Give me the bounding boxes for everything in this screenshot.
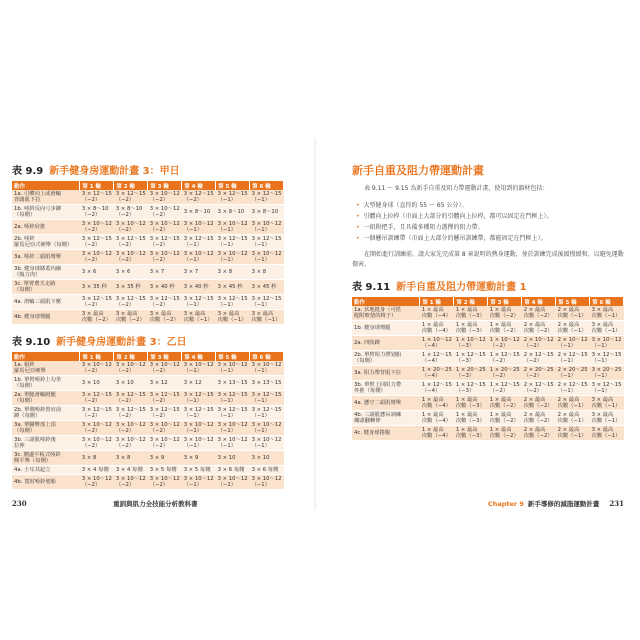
equipment-item bbox=[356, 222, 624, 233]
round-prescription: 3 × 12～15 （−1） bbox=[183, 407, 214, 419]
exercise-name: 3a. 啞鈴二頭肌彎舉 bbox=[12, 250, 80, 265]
round-prescription: 3 × 最高 次數（−1） bbox=[250, 310, 284, 325]
round-prescription: 3 × 12～15 （−1） bbox=[183, 296, 214, 308]
round-prescription: 3 × 8～10 bbox=[250, 205, 284, 220]
round-prescription: 3 × 12～15 （−2） bbox=[115, 407, 146, 419]
equipment-text: 引體向上拉桿（市面上大部分的引體向上拉桿，都可以固定在門框上）。 bbox=[363, 213, 553, 220]
round-prescription: 3 × 8 bbox=[250, 265, 284, 280]
round-prescription: 3 × 最高 次數（−1） bbox=[216, 310, 250, 325]
round-prescription: 3 × 12～15 （−2） bbox=[149, 296, 180, 308]
round-prescription: 3 × 12～15 （−2） bbox=[115, 392, 146, 404]
page-number: 230 bbox=[12, 499, 27, 508]
table-row bbox=[12, 235, 284, 250]
intro-paragraph: 表 9.11 ～ 9.15 為新手自重及阻力帶運動計畫，使用到的器材包括： bbox=[364, 185, 549, 192]
round-prescription: 3 × 12～15 （−1） bbox=[251, 296, 282, 308]
round-prescription: 3 × 4 每側 bbox=[114, 466, 148, 475]
table-row bbox=[352, 321, 624, 336]
bullet-icon: • bbox=[356, 202, 360, 209]
round-prescription: 2 × 最高 次數（−1） bbox=[556, 396, 590, 411]
equipment-text: 一個懸吊訓練帶（市面上大部分的懸吊訓練帶，都能固定在門框上）。 bbox=[363, 235, 547, 242]
round-prescription: 3 × 12～15 （−1） bbox=[217, 296, 248, 308]
table-row bbox=[352, 351, 624, 366]
round-prescription: 1 × 最高 次數（−4） bbox=[420, 306, 454, 321]
round-prescription: 3 × 10～12 （−1） bbox=[251, 422, 282, 434]
round-prescription: 3 × 10～12 （−1） bbox=[251, 221, 282, 233]
exercise-name: 4a. 滑輪三頭肌下壓 bbox=[12, 295, 80, 310]
left-page bbox=[12, 138, 284, 510]
table-row bbox=[352, 336, 624, 351]
exercise-name: 1a. 引體向上或滑輪 背闊肌下拉 bbox=[12, 190, 80, 205]
round-prescription: 3 × 12～15 （−2） bbox=[183, 191, 214, 203]
round-prescription: 2 × 最高 次數（−2） bbox=[522, 411, 556, 426]
round-prescription: 3 × 10～12 （−2） bbox=[149, 476, 180, 488]
round-prescription: 1 × 10～12 （−3） bbox=[455, 337, 486, 349]
table-row bbox=[12, 451, 284, 466]
column-header-round: 第 1 輪 bbox=[420, 297, 454, 306]
column-header-round: 第 4 輪 bbox=[182, 352, 216, 361]
round-prescription: 3 × 9 bbox=[148, 451, 182, 466]
table-row bbox=[12, 436, 284, 451]
round-prescription: 3 × 40 秒 bbox=[182, 280, 216, 295]
exercise-name: 2b. 單側啞鈴置肩前 蹲（每側） bbox=[12, 406, 80, 421]
round-prescription: 3 × 12～15 （−1） bbox=[217, 191, 248, 203]
round-prescription: 3 × 8～10 （−2） bbox=[114, 205, 148, 220]
exercise-name: 4b. 寬肘啞鈴划船 bbox=[12, 475, 80, 490]
right-page bbox=[352, 138, 624, 510]
round-prescription: 1 × 12～15 （−3） bbox=[455, 352, 486, 364]
round-prescription: 3 × 10～12 （−1） bbox=[251, 251, 282, 263]
warmup-paragraph: 在開始進行訓練前，請大家先完成第 8 章說明的熱身運動，並於訓練完成後緩慢緩和，以避免運動傷害。 bbox=[352, 251, 624, 268]
round-prescription: 3 × 10～12 （−2） bbox=[149, 422, 180, 434]
round-prescription: 3 × 10～12 （−1） bbox=[217, 251, 248, 263]
round-prescription: 3 × 10～12 （−2） bbox=[81, 251, 112, 263]
column-header-round: 第 5 輪 bbox=[216, 181, 250, 190]
exercise-name: 1b. 啞鈴反向弓步蹲 （每側） bbox=[12, 205, 80, 220]
table-row bbox=[352, 381, 624, 396]
table-row bbox=[12, 280, 284, 295]
round-prescription: 3 × 10～12 （−1） bbox=[183, 221, 214, 233]
round-prescription: 3 × 10～12 （−1） bbox=[251, 362, 282, 374]
column-header-round: 第 4 輪 bbox=[522, 297, 556, 306]
round-prescription: 3 × 10～12 （−1） bbox=[591, 337, 622, 349]
round-prescription: 1 × 12～15 （−3） bbox=[455, 382, 486, 394]
round-prescription: 1 × 最高 次數（−2） bbox=[488, 306, 522, 321]
right-footer bbox=[352, 499, 624, 508]
round-prescription: 1 × 最高 次數（−3） bbox=[454, 321, 488, 336]
round-prescription: 3 × 10～12 （−1） bbox=[217, 362, 248, 374]
round-prescription: 3 × 12～15 （−1） bbox=[251, 191, 282, 203]
round-prescription: 1 × 最高 次數（−4） bbox=[420, 426, 454, 441]
round-prescription: 3 × 12～15 （−1） bbox=[251, 392, 282, 404]
round-prescription: 2 × 最高 次數（−2） bbox=[522, 306, 556, 321]
column-header-round: 第 2 輪 bbox=[114, 181, 148, 190]
round-prescription: 3 × 10～12 （−1） bbox=[183, 476, 214, 488]
round-prescription: 3 × 12～15 （−1） bbox=[217, 407, 248, 419]
round-prescription: 2 × 10～12 （−2） bbox=[523, 337, 554, 349]
equipment-text: 一組附把手，且具備多種阻力選擇的阻力帶。 bbox=[363, 224, 484, 231]
round-prescription: 1 × 最高 次數（−2） bbox=[488, 396, 522, 411]
round-prescription: 3 × 9 bbox=[182, 451, 216, 466]
round-prescription: 2 × 12～15 （−2） bbox=[523, 352, 554, 364]
round-prescription: 3 × 10～12 （−1） bbox=[183, 422, 214, 434]
column-header-round: 第 1 輪 bbox=[80, 181, 114, 190]
left-footer bbox=[12, 499, 284, 508]
exercise-name: 4a. 土耳其起立 bbox=[12, 466, 80, 475]
table-number: 表 9.9 bbox=[12, 166, 44, 177]
round-prescription: 3 × 10 bbox=[80, 376, 114, 391]
round-prescription: 3 × 5 每側 bbox=[182, 466, 216, 475]
round-prescription: 1 × 最高 次數（−3） bbox=[454, 411, 488, 426]
table-9-10-caption bbox=[12, 333, 284, 348]
round-prescription: 1 × 10～12 （−4） bbox=[421, 337, 452, 349]
column-header-round: 第 2 輪 bbox=[454, 297, 488, 306]
table-row bbox=[12, 391, 284, 406]
exercise-name: 2a. 單腿滑輪蹬腿 （每側） bbox=[12, 391, 80, 406]
round-prescription: 3 × 最高 次數（−1） bbox=[590, 321, 624, 336]
round-prescription: 3 × 8～10 bbox=[182, 205, 216, 220]
exercise-name: 4b. 健身球彎腿 bbox=[12, 310, 80, 325]
round-prescription: 3 × 最高 次數（−1） bbox=[590, 396, 624, 411]
exercise-name: 1b. 健身球彎腿 bbox=[352, 321, 420, 336]
round-prescription: 3 × 最高 次數（−2） bbox=[114, 310, 148, 325]
round-prescription: 3 × 12～15 （−2） bbox=[81, 392, 112, 404]
table-row bbox=[12, 475, 284, 490]
round-prescription: 3 × 6 每側 bbox=[216, 466, 250, 475]
round-prescription: 3 × 12～15 （−2） bbox=[149, 392, 180, 404]
round-prescription: 3 × 10～12 （−1） bbox=[251, 437, 282, 449]
table-row bbox=[352, 366, 624, 381]
table-title: 新手健身房運動計畫 3：甲日 bbox=[49, 166, 180, 177]
round-prescription: 3 × 12～15 （−2） bbox=[81, 407, 112, 419]
round-prescription: 1 × 最高 次數（−4） bbox=[420, 411, 454, 426]
round-prescription: 3 × 12 bbox=[148, 376, 182, 391]
column-header-round: 第 1 輪 bbox=[80, 352, 114, 361]
round-prescription: 2 × 12～15 （−1） bbox=[557, 352, 588, 364]
round-prescription: 3 × 10～12 （−2） bbox=[149, 251, 180, 263]
section-title: 新手自重及阻力帶運動計畫 bbox=[352, 164, 484, 177]
round-prescription: 3 × 10～12 （−2） bbox=[81, 437, 112, 449]
exercise-name: 2a. 四肢蹲 bbox=[352, 336, 420, 351]
round-prescription: 3 × 10～12 （−2） bbox=[115, 221, 146, 233]
round-prescription: 3 × 12～15 （−2） bbox=[81, 296, 112, 308]
book-title: 重訓與肌力全技能分析教科書 bbox=[113, 500, 198, 508]
round-prescription: 3 × 8 bbox=[216, 265, 250, 280]
table-9-9-caption bbox=[12, 162, 284, 177]
round-prescription: 3 × 10～12 （−2） bbox=[149, 437, 180, 449]
column-header-exercise: 動作 bbox=[12, 181, 80, 190]
round-prescription: 3 × 10～12 （−1） bbox=[217, 221, 248, 233]
round-prescription: 3 × 10 bbox=[216, 451, 250, 466]
round-prescription: 3 × 10～12 （−2） bbox=[81, 221, 112, 233]
round-prescription: 3 × 4 每側 bbox=[80, 466, 114, 475]
table-9-11 bbox=[352, 297, 624, 441]
round-prescription: 2 × 20～25 （−2） bbox=[523, 367, 554, 379]
round-prescription: 3 × 最高 次數（−1） bbox=[590, 411, 624, 426]
table-row bbox=[12, 361, 284, 376]
round-prescription: 3 × 10 bbox=[114, 376, 148, 391]
table-9-10 bbox=[12, 352, 284, 490]
chapter-label: Chapter 9 bbox=[487, 499, 524, 508]
column-header-round: 第 3 輪 bbox=[148, 352, 182, 361]
round-prescription: 3 × 12～15 （−1） bbox=[217, 392, 248, 404]
exercise-name: 4b. 三頭肌懸吊訓練 繩頭翻轉伸 bbox=[352, 411, 420, 426]
round-prescription: 1 × 12～15 （−4） bbox=[421, 382, 452, 394]
exercise-name: 2b. 單臂阻力帶划船 （每側） bbox=[352, 351, 420, 366]
exercise-name: 3a. 單腳臀部上頂 （每側） bbox=[12, 421, 80, 436]
column-header-exercise: 動作 bbox=[352, 297, 420, 306]
round-prescription: 3 × 12～15 （−2） bbox=[115, 191, 146, 203]
round-prescription: 3 × 10～12 （−1） bbox=[183, 251, 214, 263]
round-prescription: 3 × 12 bbox=[182, 376, 216, 391]
round-prescription: 3 × 45 秒 bbox=[250, 280, 284, 295]
round-prescription: 3 × 8 bbox=[80, 451, 114, 466]
round-prescription: 3 × 5 每側 bbox=[148, 466, 182, 475]
round-prescription: 2 × 最高 次數（−2） bbox=[522, 426, 556, 441]
round-prescription: 3 × 7 bbox=[182, 265, 216, 280]
round-prescription: 2 × 最高 次數（−2） bbox=[522, 321, 556, 336]
round-prescription: 1 × 20～25 （−2） bbox=[489, 367, 520, 379]
round-prescription: 3 × 最高 次數（−2） bbox=[80, 310, 114, 325]
exercise-name: 3c. 單臂農夫走路 （每側） bbox=[12, 280, 80, 295]
round-prescription: 3 × 10～12 （−2） bbox=[115, 251, 146, 263]
table-title: 新手自重及阻力帶運動計畫 1 bbox=[396, 282, 527, 293]
table-row bbox=[12, 376, 284, 391]
round-prescription: 3 × 35 秒 bbox=[80, 280, 114, 295]
round-prescription: 3 × 10～12 （−1） bbox=[183, 362, 214, 374]
round-prescription: 2 × 20～25 （−1） bbox=[557, 367, 588, 379]
equipment-item bbox=[356, 211, 624, 222]
round-prescription: 1 × 最高 次數（−2） bbox=[488, 411, 522, 426]
exercise-name: 1b. 單臂啞鈴上勾拳 （每側） bbox=[12, 376, 80, 391]
round-prescription: 3 × 10～12 （−2） bbox=[115, 422, 146, 434]
round-prescription: 1 × 12～15 （−4） bbox=[421, 352, 452, 364]
round-prescription: 3 × 10～12 （−1） bbox=[217, 437, 248, 449]
table-row bbox=[12, 310, 284, 325]
exercise-name: 1a. 伏地挺身（可搭 配附軟墊的椅子） bbox=[352, 306, 420, 321]
table-number: 表 9.10 bbox=[12, 337, 51, 348]
round-prescription: 3 × 6 bbox=[114, 265, 148, 280]
equipment-list bbox=[356, 200, 624, 244]
round-prescription: 3 × 35 秒 bbox=[114, 280, 148, 295]
round-prescription: 3 × 12～15 （−1） bbox=[251, 236, 282, 248]
bullet-icon: • bbox=[356, 224, 360, 231]
exercise-name: 4a. 懸空二頭肌彎舉 bbox=[352, 396, 420, 411]
exercise-name: 2b. 啞鈴 羅馬尼亞式硬舉（每側） bbox=[12, 235, 80, 250]
round-prescription: 3 × 40 秒 bbox=[148, 280, 182, 295]
round-prescription: 3 × 20～25 （−1） bbox=[591, 367, 622, 379]
round-prescription: 3 × 10～12 （−2） bbox=[81, 362, 112, 374]
round-prescription: 3 × 45 秒 bbox=[216, 280, 250, 295]
round-prescription: 2 × 最高 次數（−1） bbox=[556, 426, 590, 441]
equipment-text: 大型健身球（直徑約 55 ～ 65 公分）。 bbox=[363, 202, 468, 209]
round-prescription: 3 × 12～15 （−2） bbox=[115, 236, 146, 248]
column-header-round: 第 6 輪 bbox=[250, 352, 284, 361]
table-row bbox=[12, 466, 284, 475]
table-number: 表 9.11 bbox=[352, 282, 391, 293]
round-prescription: 3 × 6 每側 bbox=[250, 466, 284, 475]
round-prescription: 2 × 12～15 （−2） bbox=[523, 382, 554, 394]
table-row bbox=[352, 396, 624, 411]
round-prescription: 3 × 10～12 （−1） bbox=[217, 476, 248, 488]
table-row bbox=[12, 265, 284, 280]
round-prescription: 3 × 10～12 （−1） bbox=[183, 437, 214, 449]
round-prescription: 1 × 20～25 （−3） bbox=[455, 367, 486, 379]
round-prescription: 3 × 12～15 （−1） bbox=[591, 352, 622, 364]
bullet-icon: • bbox=[356, 235, 360, 242]
round-prescription: 3 × 12～15 （−2） bbox=[149, 407, 180, 419]
table-9-11-caption bbox=[352, 278, 624, 293]
column-header-round: 第 3 輪 bbox=[488, 297, 522, 306]
exercise-name: 2a. 啞鈴肩推 bbox=[12, 220, 80, 235]
column-header-round: 第 3 輪 bbox=[148, 181, 182, 190]
round-prescription: 1 × 12～15 （−2） bbox=[489, 352, 520, 364]
round-prescription: 3 × 10～12 （−2） bbox=[149, 221, 180, 233]
round-prescription: 2 × 最高 次數（−1） bbox=[556, 411, 590, 426]
round-prescription: 3 × 12～15 （−1） bbox=[251, 407, 282, 419]
round-prescription: 3 × 10 bbox=[250, 451, 284, 466]
column-header-round: 第 6 輪 bbox=[590, 297, 624, 306]
round-prescription: 3 × 8 bbox=[114, 451, 148, 466]
round-prescription: 3 × 12～15 （−2） bbox=[149, 236, 180, 248]
round-prescription: 1 × 最高 次數（−4） bbox=[420, 396, 454, 411]
round-prescription: 1 × 最高 次數（−3） bbox=[454, 306, 488, 321]
exercise-name: 1a. 槓鈴 羅馬尼亞硬舉 bbox=[12, 361, 80, 376]
round-prescription: 3 × 10～12 （−1） bbox=[251, 476, 282, 488]
round-prescription: 3 × 10～12 （−1） bbox=[217, 422, 248, 434]
table-row bbox=[12, 205, 284, 220]
equipment-item bbox=[356, 233, 624, 244]
round-prescription: 3 × 12～15 （−2） bbox=[81, 191, 112, 203]
round-prescription: 3 × 12～15 （−1） bbox=[183, 392, 214, 404]
equipment-item bbox=[356, 200, 624, 211]
round-prescription: 3 × 12～15 （−1） bbox=[217, 236, 248, 248]
round-prescription: 2 × 最高 次數（−1） bbox=[556, 321, 590, 336]
table-row bbox=[12, 220, 284, 235]
exercise-name: 3b. 單臂上回阻力帶 外推（每側） bbox=[352, 381, 420, 396]
round-prescription: 3 × 12～15 （−2） bbox=[115, 296, 146, 308]
round-prescription: 3 × 10～12 （−2） bbox=[115, 362, 146, 374]
round-prescription: 3 × 10～12 （−2） bbox=[81, 476, 112, 488]
exercise-name: 4c. 健身球捲腹 bbox=[352, 426, 420, 441]
table-row bbox=[12, 295, 284, 310]
round-prescription: 1 × 最高 次數（−3） bbox=[454, 426, 488, 441]
bullet-icon: • bbox=[356, 213, 360, 220]
round-prescription: 1 × 最高 次數（−4） bbox=[420, 321, 454, 336]
table-row bbox=[12, 421, 284, 436]
table-row bbox=[12, 250, 284, 265]
round-prescription: 2 × 最高 次數（−1） bbox=[556, 306, 590, 321]
exercise-name: 3a. 阻力帶背肌下拉 bbox=[352, 366, 420, 381]
round-prescription: 3 × 最高 次數（−1） bbox=[182, 310, 216, 325]
table-row bbox=[12, 190, 284, 205]
table-9-9 bbox=[12, 181, 284, 325]
book-gutter bbox=[314, 138, 316, 510]
table-title: 新手健身房運動計畫 3：乙日 bbox=[56, 337, 187, 348]
round-prescription: 3 × 最高 次數（−1） bbox=[590, 426, 624, 441]
exercise-name: 3b. 健身球膝蓋內縮 （腹力肉） bbox=[12, 265, 80, 280]
page-number: 231 bbox=[609, 499, 624, 508]
table-row bbox=[352, 306, 624, 321]
round-prescription: 1 × 10～12 （−2） bbox=[489, 337, 520, 349]
round-prescription: 3 × 8～10 （−2） bbox=[80, 205, 114, 220]
round-prescription: 1 × 最高 次數（−2） bbox=[488, 426, 522, 441]
column-header-round: 第 5 輪 bbox=[556, 297, 590, 306]
round-prescription: 3 × 10～12 （−2） bbox=[115, 476, 146, 488]
round-prescription: 3 × 最高 次數（−1） bbox=[590, 306, 624, 321]
round-prescription: 3 × 最高 次數（−2） bbox=[148, 310, 182, 325]
round-prescription: 3 × 10～12 （−2） bbox=[149, 362, 180, 374]
column-header-round: 第 2 輪 bbox=[114, 352, 148, 361]
round-prescription: 3 × 13～15 bbox=[250, 376, 284, 391]
table-row bbox=[352, 411, 624, 426]
round-prescription: 3 × 12～15 （−1） bbox=[591, 382, 622, 394]
round-prescription: 2 × 12～15 （−1） bbox=[557, 382, 588, 394]
round-prescription: 3 × 8～10 bbox=[216, 205, 250, 220]
exercise-name: 3b. 三頭肌啞鈴後 拉伸 bbox=[12, 436, 80, 451]
column-header-round: 第 4 輪 bbox=[182, 181, 216, 190]
round-prescription: 1 × 最高 次數（−2） bbox=[488, 321, 522, 336]
column-header-round: 第 6 輪 bbox=[250, 181, 284, 190]
round-prescription: 3 × 10～12 （−2） bbox=[149, 206, 180, 218]
round-prescription: 1 × 12～15 （−2） bbox=[489, 382, 520, 394]
round-prescription: 3 × 12～15 （−1） bbox=[183, 236, 214, 248]
table-row bbox=[12, 406, 284, 421]
round-prescription: 3 × 7 bbox=[148, 265, 182, 280]
round-prescription: 3 × 6 bbox=[80, 265, 114, 280]
column-header-exercise: 動作 bbox=[12, 352, 80, 361]
round-prescription: 3 × 10～12 （−2） bbox=[149, 191, 180, 203]
round-prescription: 3 × 10～12 （−2） bbox=[115, 437, 146, 449]
round-prescription: 3 × 10～12 （−2） bbox=[81, 422, 112, 434]
round-prescription: 1 × 20～25 （−4） bbox=[421, 367, 452, 379]
round-prescription: 2 × 10～12 （−1） bbox=[557, 337, 588, 349]
table-row bbox=[352, 426, 624, 441]
column-header-round: 第 5 輪 bbox=[216, 352, 250, 361]
round-prescription: 1 × 最高 次數（−3） bbox=[454, 396, 488, 411]
round-prescription: 3 × 13～15 bbox=[216, 376, 250, 391]
chapter-title: 新手導修的減脂運動計畫 bbox=[527, 500, 600, 508]
round-prescription: 2 × 最高 次數（−2） bbox=[522, 396, 556, 411]
round-prescription: 3 × 12～15 （−2） bbox=[81, 236, 112, 248]
exercise-name: 3c. 側邊平板式啞鈴 側平舉（每側） bbox=[12, 451, 80, 466]
